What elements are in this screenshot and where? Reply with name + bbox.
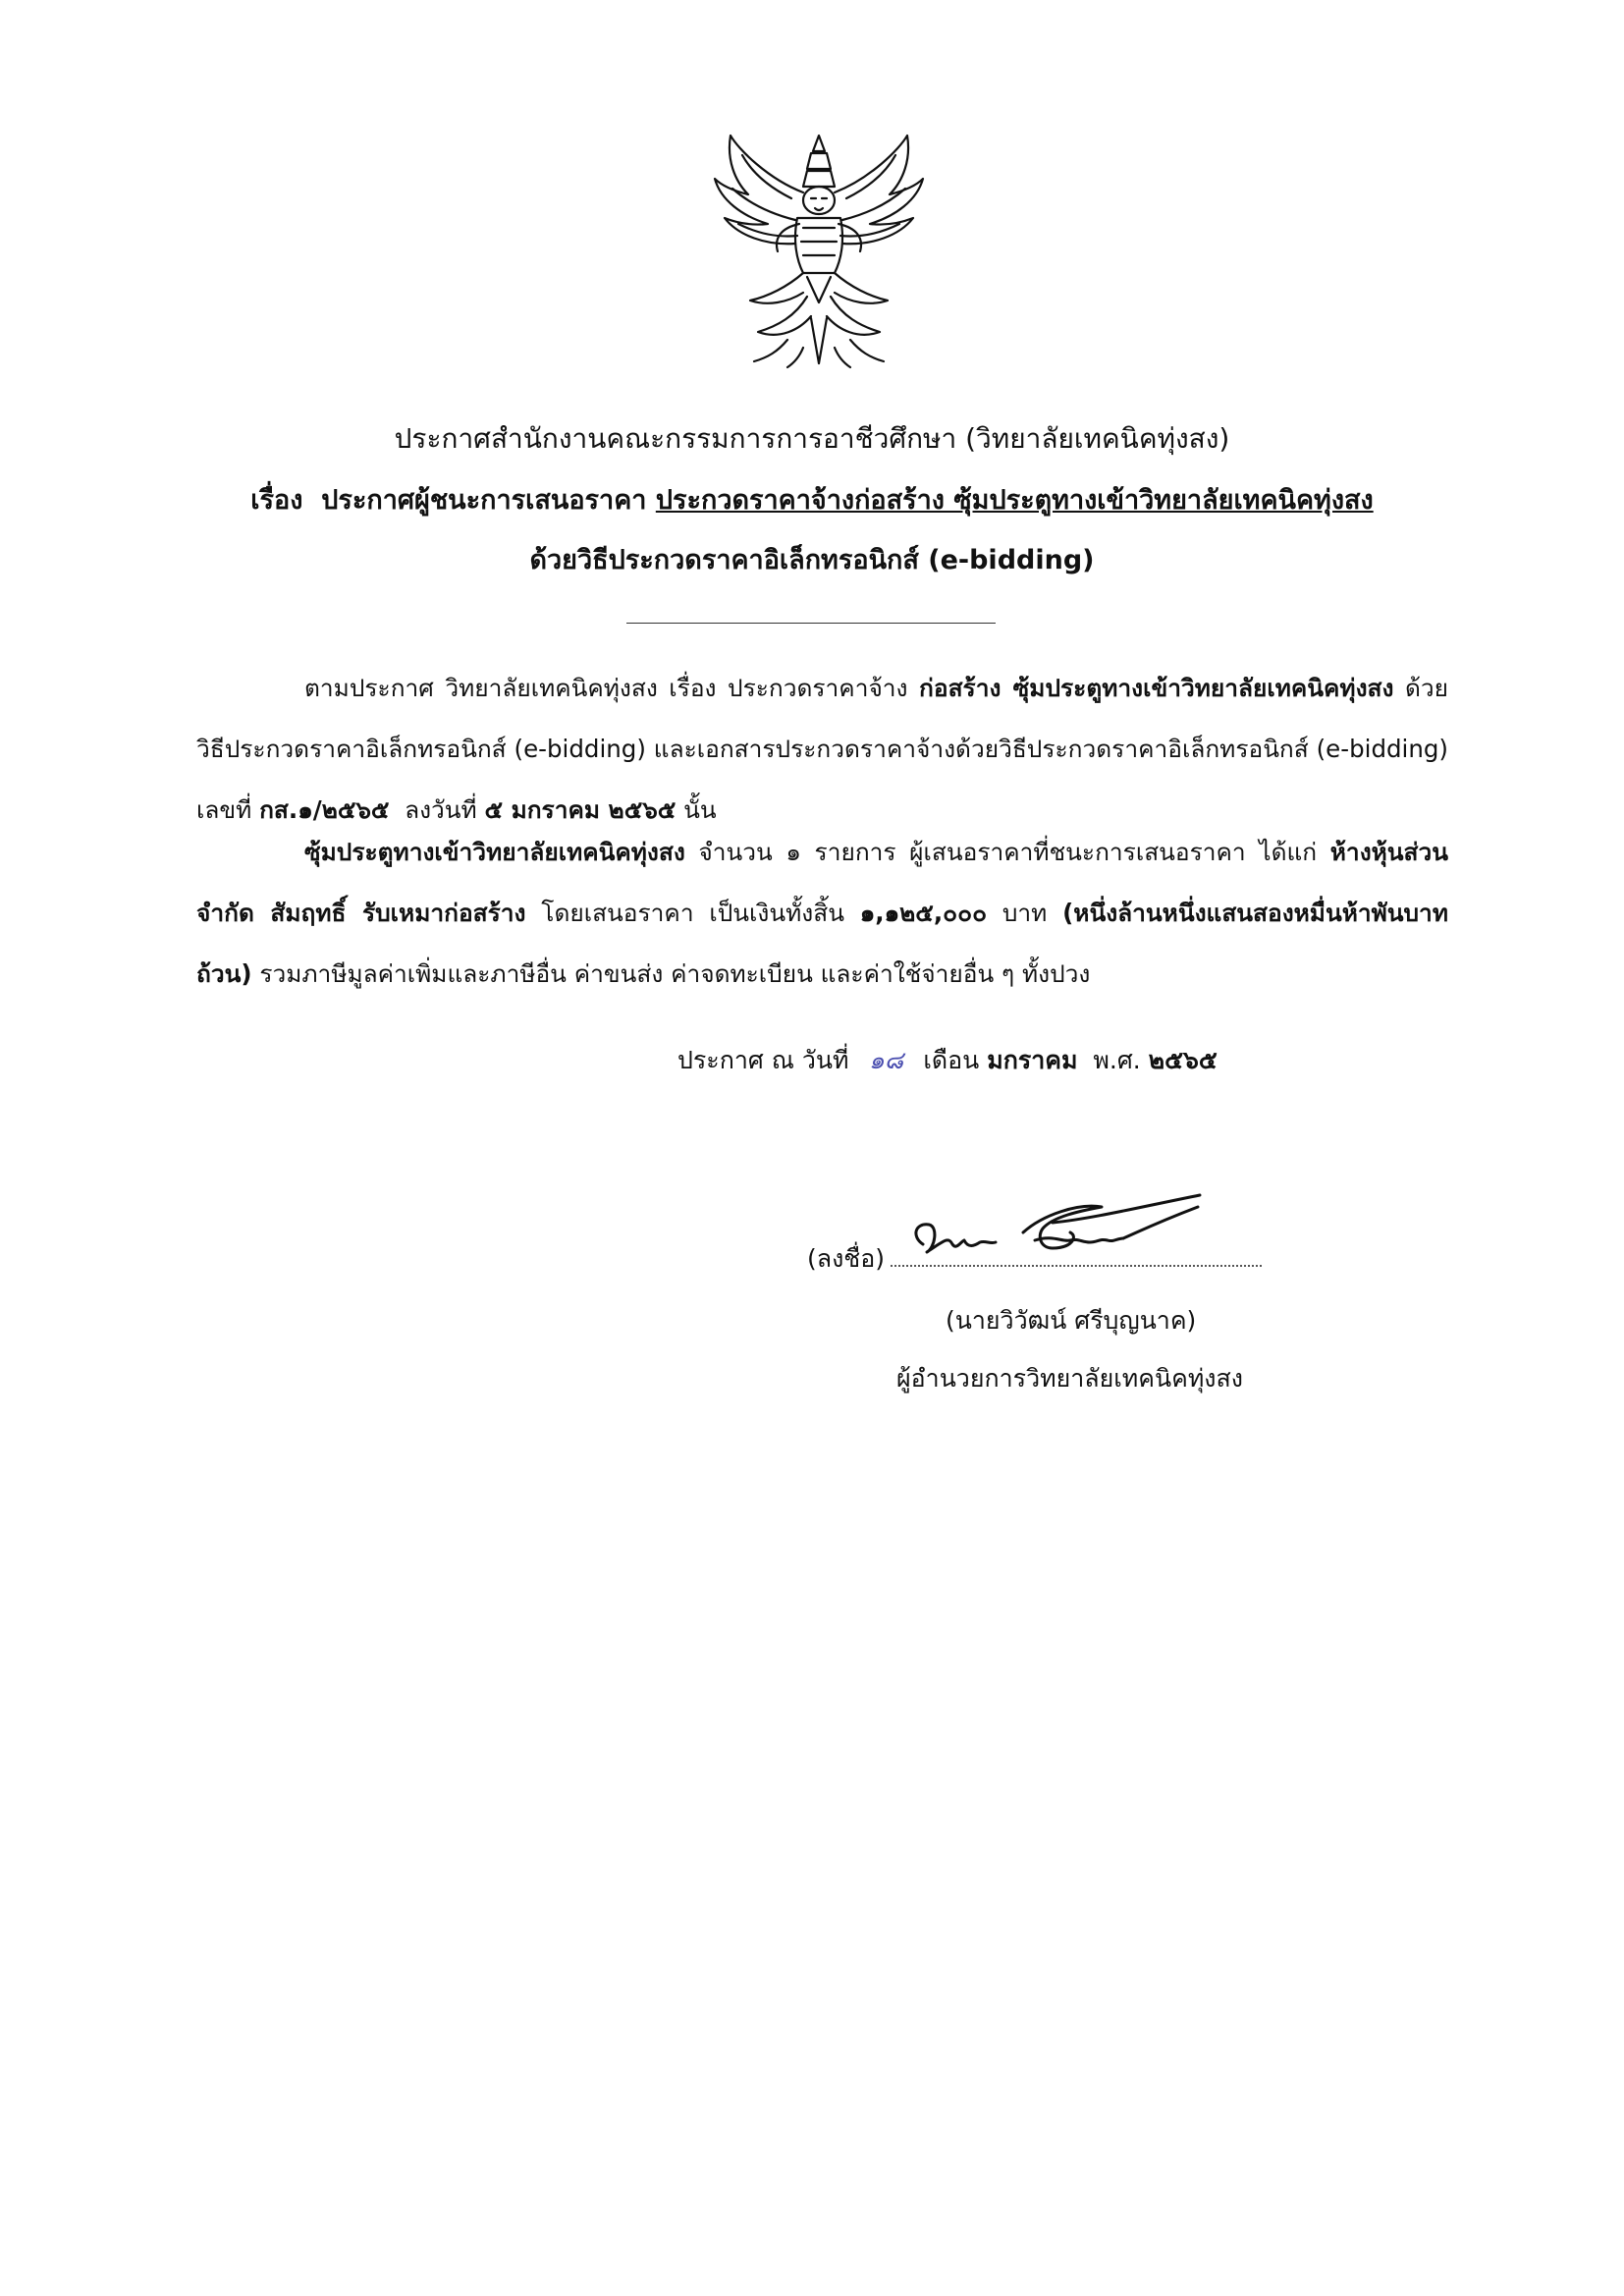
signer-position: ผู้อำนวยการวิทยาลัยเทคนิคทุ่งสง [896,1364,1243,1393]
divider [626,623,996,624]
item-name-bold: ซุ้มประตูทางเข้าวิทยาลัยเทคนิคทุ่งสง [304,838,685,866]
handwritten-day: ๑๘ [868,1046,903,1074]
paragraph1-text-4: นั้น [683,795,717,824]
month-value: มกราคม [987,1046,1078,1074]
paragraph1-text-1: ตามประกาศ วิทยาลัยเทคนิคทุ่งสง เรื่อง ประกวดราคาจ้าง [304,674,908,702]
paragraph1-text-3: ลงวันที่ [405,795,477,824]
year-value: ๒๕๖๕ [1148,1046,1218,1074]
winner-name: ห้างหุ้นส่วนจำกัด สัมฤทธิ์ รับเหมาก่อสร้าง [196,838,1449,927]
handwritten-signature-icon [905,1193,1210,1272]
paragraph2-text-3: รวมภาษีมูลค่าเพิ่มและภาษีอื่น ค่าขนส่ง ค่าจดทะเบียน และค่าใช้จ่ายอื่น ๆ ทั้งปวง [259,959,1091,988]
project-name-bold: ก่อสร้าง ซุ้มประตูทางเข้าวิทยาลัยเทคนิคทุ่งสง [919,674,1394,702]
subject-main: ประกาศผู้ชนะการเสนอราคา [321,485,647,516]
paragraph2-text-1: จำนวน ๑ รายการ ผู้เสนอราคาที่ชนะการเสนอราคา ได้แก่ [698,838,1318,866]
sign-label: (ลงชื่อ) [807,1244,886,1273]
announcement-heading: ประกาศสำนักงานคณะกรรมการการอาชีวศึกษา (วิทยาลัยเทคนิคทุ่งสง) [394,422,1230,455]
garuda-emblem-icon [709,130,929,371]
subject-project: ประกวดราคาจ้างก่อสร้าง ซุ้มประตูทางเข้าวิทยาลัยเทคนิคทุ่งสง [655,485,1374,516]
bid-amount-words: (หนึ่งล้านหนึ่งแสนสองหมื่นห้าพันบาทถ้วน) [196,899,1448,988]
subject-line [0,478,1624,520]
currency-unit: บาท [1001,899,1048,927]
paragraph-reference [196,658,1448,841]
bid-amount: ๑,๑๒๕,๐๐๐ [859,899,988,927]
announcement-date [677,1041,1218,1080]
paragraph1-text-2: ด้วยวิธีประกวดราคาอิเล็กทรอนิกส์ (e-bidding) และเอกสารประกวดราคาจ้างด้วยวิธีประกวดราคาอิเล็กทรอนิกส์ (e-bidding) เลขที่ [196,674,1448,824]
month-label: เดือน [923,1046,980,1074]
paragraph2-text-2: โดยเสนอราคา เป็นเงินทั้งสิ้น [541,899,844,927]
year-label: พ.ศ. [1093,1046,1141,1074]
document-number: กส.๑/๒๕๖๕ [259,795,390,824]
paragraph-winner [196,822,1448,1005]
method-line: ด้วยวิธีประกวดราคาอิเล็กทรอนิกส์ (e-bidding) [529,545,1095,575]
subject-label: เรื่อง [250,485,303,516]
date-prefix: ประกาศ ณ วันที่ [677,1046,849,1074]
document-date: ๕ มกราคม ๒๕๖๕ [484,795,677,824]
signer-name: (นายวิวัฒน์ ศรีบุญนาค) [946,1306,1197,1335]
